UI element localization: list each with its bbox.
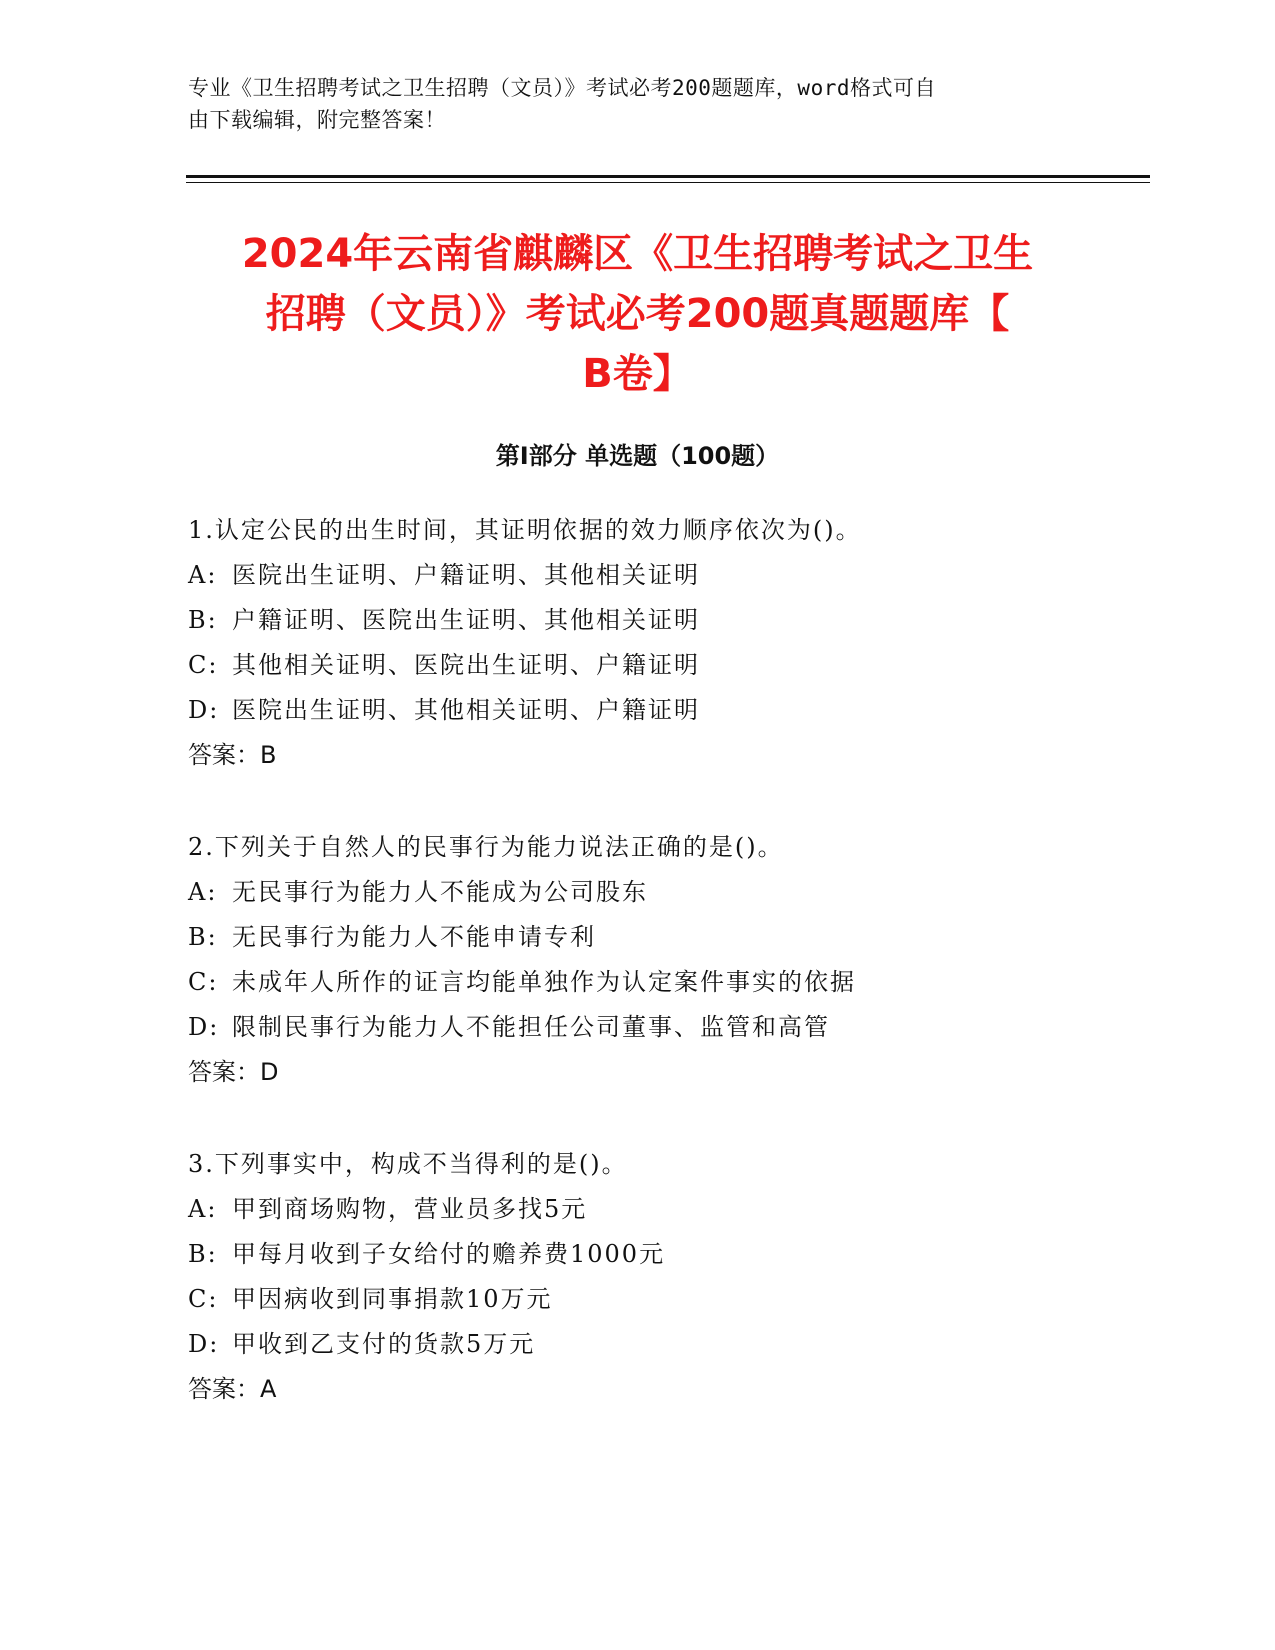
option-letter: D: [188, 696, 220, 724]
option-a [188, 1187, 1138, 1232]
question-stem: 2.下列关于自然人的民事行为能力说法正确的是()。 [188, 833, 784, 861]
option-d [188, 1322, 1138, 1367]
option-text: 限制民事行为能力人不能担任公司董事、监管和高管 [232, 1013, 830, 1041]
option-c [188, 960, 1138, 1005]
option-text: 其他相关证明、医院出生证明、户籍证明 [232, 651, 700, 679]
option-letter: A: [188, 878, 218, 906]
page-header [188, 72, 1088, 136]
question-1 [188, 508, 1138, 778]
option-text: 甲收到乙支付的货款5万元 [232, 1330, 536, 1358]
option-letter: B: [188, 606, 218, 634]
option-letter: C: [188, 1285, 219, 1313]
option-letter: D: [188, 1330, 220, 1358]
option-text: 甲到商场购物，营业员多找5元 [232, 1195, 588, 1223]
option-text: 医院出生证明、其他相关证明、户籍证明 [232, 696, 700, 724]
header-line-1: 专业《卫生招聘考试之卫生招聘（文员）》考试必考200题题库，word格式可自 [188, 76, 936, 100]
question-stem: 1.认定公民的出生时间，其证明依据的效力顺序依次为()。 [188, 516, 862, 544]
option-b [188, 915, 1138, 960]
header-line-2: 由下载编辑，附完整答案！ [188, 108, 446, 132]
option-letter: B: [188, 923, 218, 951]
document-title [150, 224, 1125, 404]
option-text: 甲因病收到同事捐款10万元 [232, 1285, 553, 1313]
title-line-3: B卷】 [582, 351, 693, 397]
option-text: 户籍证明、医院出生证明、其他相关证明 [232, 606, 700, 634]
question-3 [188, 1142, 1138, 1412]
option-text: 甲每月收到子女给付的赡养费1000元 [232, 1240, 666, 1268]
question-stem: 3.下列事实中，构成不当得利的是()。 [188, 1150, 628, 1178]
option-text: 医院出生证明、户籍证明、其他相关证明 [232, 561, 700, 589]
option-letter: C: [188, 651, 219, 679]
option-b [188, 598, 1138, 643]
header-rule-thin [186, 182, 1150, 183]
title-line-1: 2024年云南省麒麟区《卫生招聘考试之卫生 [241, 231, 1034, 277]
answer: 答案：D [188, 1058, 279, 1086]
option-c [188, 1277, 1138, 1322]
option-c [188, 643, 1138, 688]
option-text: 无民事行为能力人不能申请专利 [232, 923, 596, 951]
option-letter: A: [188, 1195, 218, 1223]
option-letter: D: [188, 1013, 220, 1041]
option-letter: B: [188, 1240, 218, 1268]
option-b [188, 1232, 1138, 1277]
header-rule-thick [186, 175, 1150, 178]
answer: 答案：B [188, 741, 277, 769]
option-d [188, 688, 1138, 733]
answer: 答案：A [188, 1375, 277, 1403]
option-text: 无民事行为能力人不能成为公司股东 [232, 878, 648, 906]
option-letter: C: [188, 968, 219, 996]
option-text: 未成年人所作的证言均能单独作为认定案件事实的依据 [232, 968, 856, 996]
option-d [188, 1005, 1138, 1050]
option-a [188, 553, 1138, 598]
question-2 [188, 825, 1138, 1095]
section-heading: 第I部分 单选题（100题） [495, 442, 780, 470]
title-line-2: 招聘（文员）》考试必考200题真题题库【 [265, 291, 1010, 337]
option-letter: A: [188, 561, 218, 589]
option-a [188, 870, 1138, 915]
